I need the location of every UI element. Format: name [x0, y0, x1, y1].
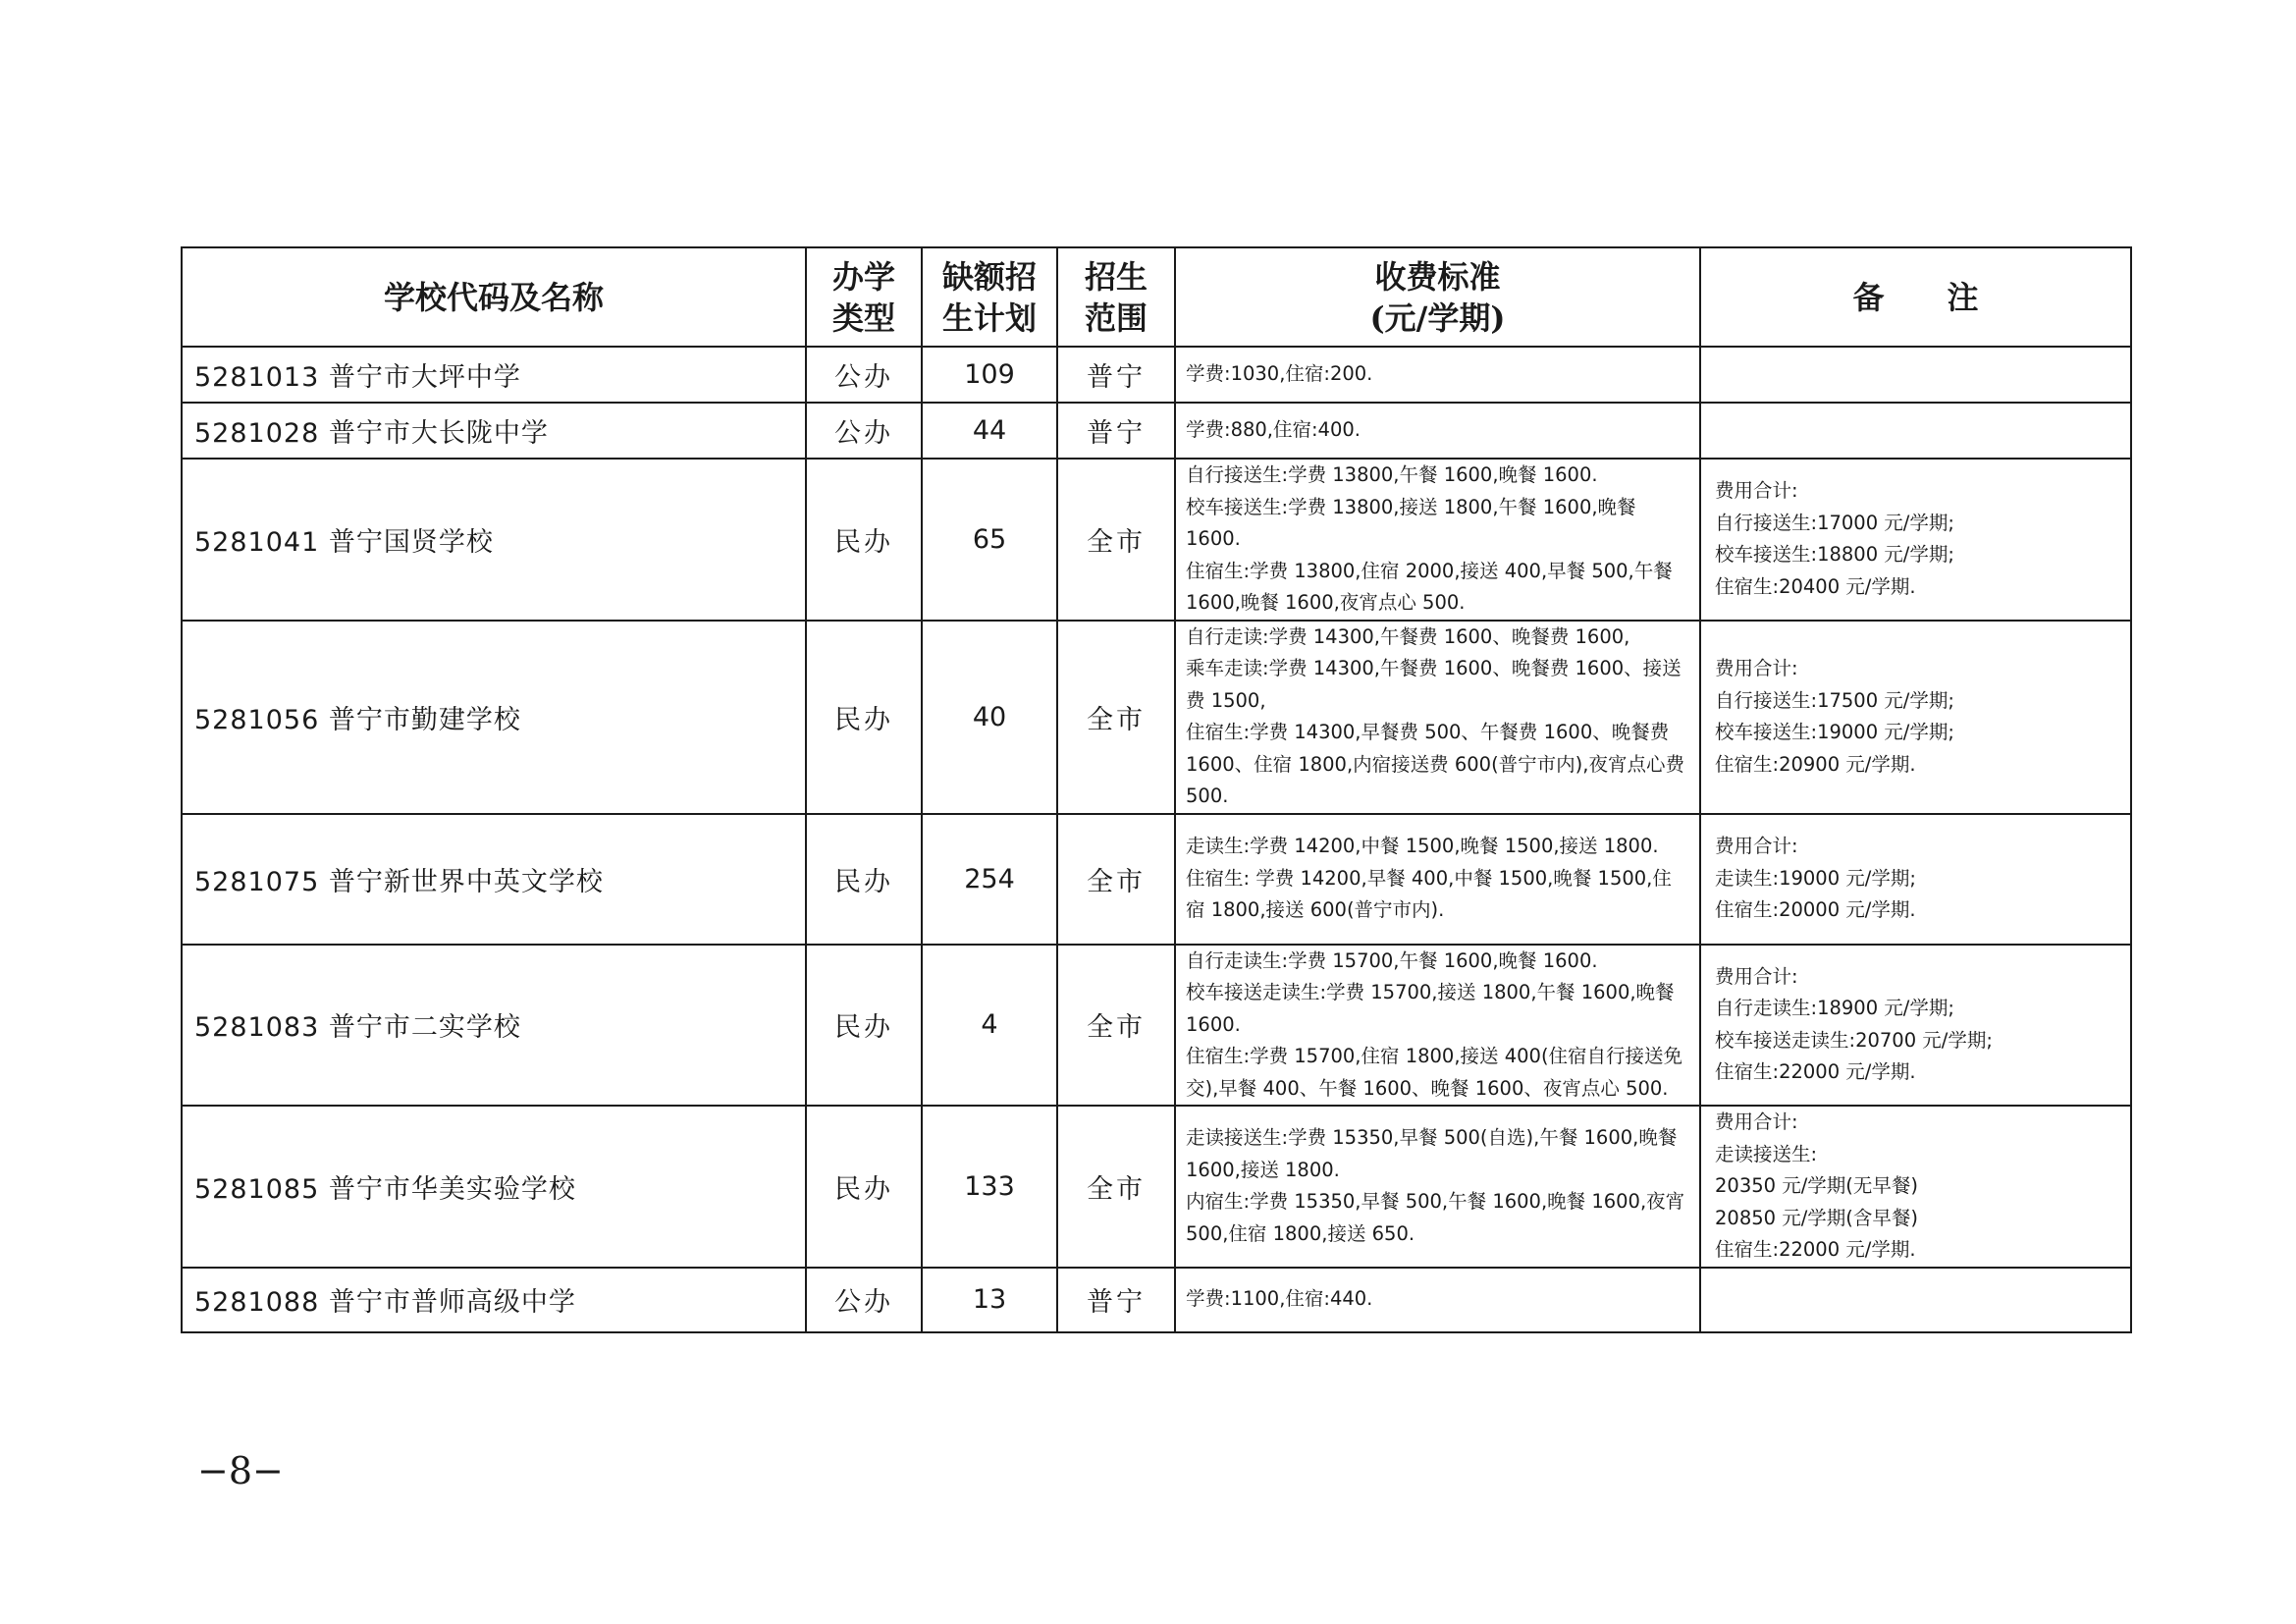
fee-line: 学费:880,住宿:400.: [1186, 418, 1361, 442]
quota-count: 65: [922, 459, 1057, 621]
remark-line: 走读生:19000 元/学期;: [1715, 866, 1916, 890]
enrollment-scope: 全市: [1057, 814, 1175, 945]
quota-count: 13: [922, 1268, 1057, 1332]
remark-line: 20850 元/学期(含早餐): [1715, 1206, 1919, 1229]
remark: [1700, 1268, 2131, 1332]
remark: [1700, 621, 2131, 814]
quota-count: 254: [922, 814, 1057, 945]
remark-line: 住宿生:22000 元/学期.: [1715, 1060, 1916, 1084]
fee-line: 自行走读:学费 14300,午餐费 1600、晚餐费 1600,: [1186, 624, 1630, 648]
school-type: 公办: [806, 403, 922, 459]
header-quota: 缺额招 生计划: [922, 247, 1057, 347]
table-row: [182, 403, 2131, 459]
enrollment-scope: 普宁: [1057, 1268, 1175, 1332]
fee-standard: [1175, 403, 1700, 459]
table-body: [182, 347, 2131, 1332]
school-code-name: 5281028 普宁市大长陇中学: [182, 403, 806, 459]
remark-line: 费用合计:: [1715, 964, 1798, 988]
enrollment-scope: 全市: [1057, 1106, 1175, 1268]
table-row: [182, 1268, 2131, 1332]
school-type: 公办: [806, 347, 922, 403]
fee-standard: [1175, 347, 1700, 403]
remark-line: 住宿生:20000 元/学期.: [1715, 898, 1916, 922]
table-row: [182, 621, 2131, 814]
fee-standard: [1175, 459, 1700, 621]
remark-line: 费用合计:: [1715, 479, 1798, 503]
remark-line: 校车接送走读生:20700 元/学期;: [1715, 1028, 1993, 1052]
school-code-name: 5281083 普宁市二实学校: [182, 945, 806, 1107]
fee-line: 走读生:学费 14200,中餐 1500,晚餐 1500,接送 1800.: [1186, 835, 1659, 858]
table-row: [182, 814, 2131, 945]
remark-line: 住宿生:22000 元/学期.: [1715, 1238, 1916, 1261]
fee-standard: [1175, 1268, 1700, 1332]
header-note: 备 注: [1700, 247, 2131, 347]
fee-standard: [1175, 621, 1700, 814]
fee-standard: [1175, 814, 1700, 945]
remark-line: 费用合计:: [1715, 835, 1798, 858]
quota-count: 44: [922, 403, 1057, 459]
school-type: 民办: [806, 621, 922, 814]
remark: [1700, 459, 2131, 621]
school-code-name: 5281013 普宁市大坪中学: [182, 347, 806, 403]
remark-line: 校车接送生:19000 元/学期;: [1715, 721, 1954, 743]
enrollment-scope: 全市: [1057, 945, 1175, 1107]
remark-line: 校车接送生:18800 元/学期;: [1715, 543, 1954, 567]
remark-line: 住宿生:20400 元/学期.: [1715, 574, 1916, 598]
school-fee-table: [181, 246, 2132, 1333]
remark: [1700, 1106, 2131, 1268]
remark-line: 自行接送生:17500 元/学期;: [1715, 688, 1954, 712]
remark: [1700, 814, 2131, 945]
header-scope: 招生 范围: [1057, 247, 1175, 347]
fee-line: 学费:1030,住宿:200.: [1186, 362, 1373, 386]
remark-line: 自行走读生:18900 元/学期;: [1715, 997, 1954, 1020]
fee-line: 住宿生:学费 15700,住宿 1800,接送 400(住宿自行接送免交),早餐 400、午餐 1600、晚餐 1600、夜宵点心 500.: [1186, 1045, 1683, 1100]
school-code-name: 5281085 普宁市华美实验学校: [182, 1106, 806, 1268]
fee-line: 校车接送走读生:学费 15700,接送 1800,午餐 1600,晚餐 1600.: [1186, 981, 1675, 1036]
enrollment-scope: 普宁: [1057, 347, 1175, 403]
remark-line: 费用合计:: [1715, 657, 1798, 679]
school-type: 民办: [806, 945, 922, 1107]
table-row: [182, 347, 2131, 403]
school-code-name: 5281088 普宁市普师高级中学: [182, 1268, 806, 1332]
header-school: 学校代码及名称: [182, 247, 806, 347]
school-code-name: 5281075 普宁新世界中英文学校: [182, 814, 806, 945]
fee-line: 住宿生:学费 13800,住宿 2000,接送 400,早餐 500,午餐 1600,晚餐 1600,夜宵点心 500.: [1186, 559, 1673, 614]
fee-line: 住宿生: 学费 14200,早餐 400,中餐 1500,晚餐 1500,住宿 1800,接送 600(普宁市内).: [1186, 866, 1672, 922]
enrollment-scope: 全市: [1057, 621, 1175, 814]
page-number: −8−: [197, 1449, 284, 1492]
fee-standard: [1175, 945, 1700, 1107]
quota-count: 40: [922, 621, 1057, 814]
fee-line: 自行接送生:学费 13800,午餐 1600,晚餐 1600.: [1186, 463, 1598, 486]
table-row: [182, 945, 2131, 1107]
school-code-name: 5281056 普宁市勤建学校: [182, 621, 806, 814]
remark-line: 自行接送生:17000 元/学期;: [1715, 511, 1954, 534]
remark-line: 住宿生:20900 元/学期.: [1715, 752, 1916, 776]
school-type: 公办: [806, 1268, 922, 1332]
school-type: 民办: [806, 1106, 922, 1268]
table-row: [182, 1106, 2131, 1268]
header-type: 办学 类型: [806, 247, 922, 347]
remark-line: 20350 元/学期(无早餐): [1715, 1174, 1919, 1197]
school-type: 民办: [806, 459, 922, 621]
enrollment-scope: 普宁: [1057, 403, 1175, 459]
table-row: [182, 459, 2131, 621]
enrollment-scope: 全市: [1057, 459, 1175, 621]
fee-line: 乘车走读:学费 14300,午餐费 1600、晚餐费 1600、接送费 1500,: [1186, 657, 1682, 712]
header-fee: 收费标准 (元/学期): [1175, 247, 1700, 347]
fee-line: 住宿生:学费 14300,早餐费 500、午餐费 1600、晚餐费 1600、住宿 1800,内宿接送费 600(普宁市内),夜宵点心费 500.: [1186, 721, 1684, 807]
fee-line: 校车接送生:学费 13800,接送 1800,午餐 1600,晚餐 1600.: [1186, 495, 1636, 550]
fee-line: 内宿生:学费 15350,早餐 500,午餐 1600,晚餐 1600,夜宵 500,住宿 1800,接送 650.: [1186, 1190, 1685, 1245]
remark: [1700, 945, 2131, 1107]
remark: [1700, 347, 2131, 403]
fee-line: 自行走读生:学费 15700,午餐 1600,晚餐 1600.: [1186, 948, 1598, 972]
school-type: 民办: [806, 814, 922, 945]
remark-line: 费用合计:: [1715, 1110, 1798, 1133]
remark: [1700, 403, 2131, 459]
fee-standard: [1175, 1106, 1700, 1268]
quota-count: 133: [922, 1106, 1057, 1268]
school-code-name: 5281041 普宁国贤学校: [182, 459, 806, 621]
remark-line: 走读接送生:: [1715, 1142, 1818, 1165]
header-row: [182, 247, 2131, 347]
fee-line: 学费:1100,住宿:440.: [1186, 1287, 1373, 1311]
fee-line: 走读接送生:学费 15350,早餐 500(自选),午餐 1600,晚餐 1600,接送 1800.: [1186, 1126, 1678, 1181]
quota-count: 4: [922, 945, 1057, 1107]
quota-count: 109: [922, 347, 1057, 403]
